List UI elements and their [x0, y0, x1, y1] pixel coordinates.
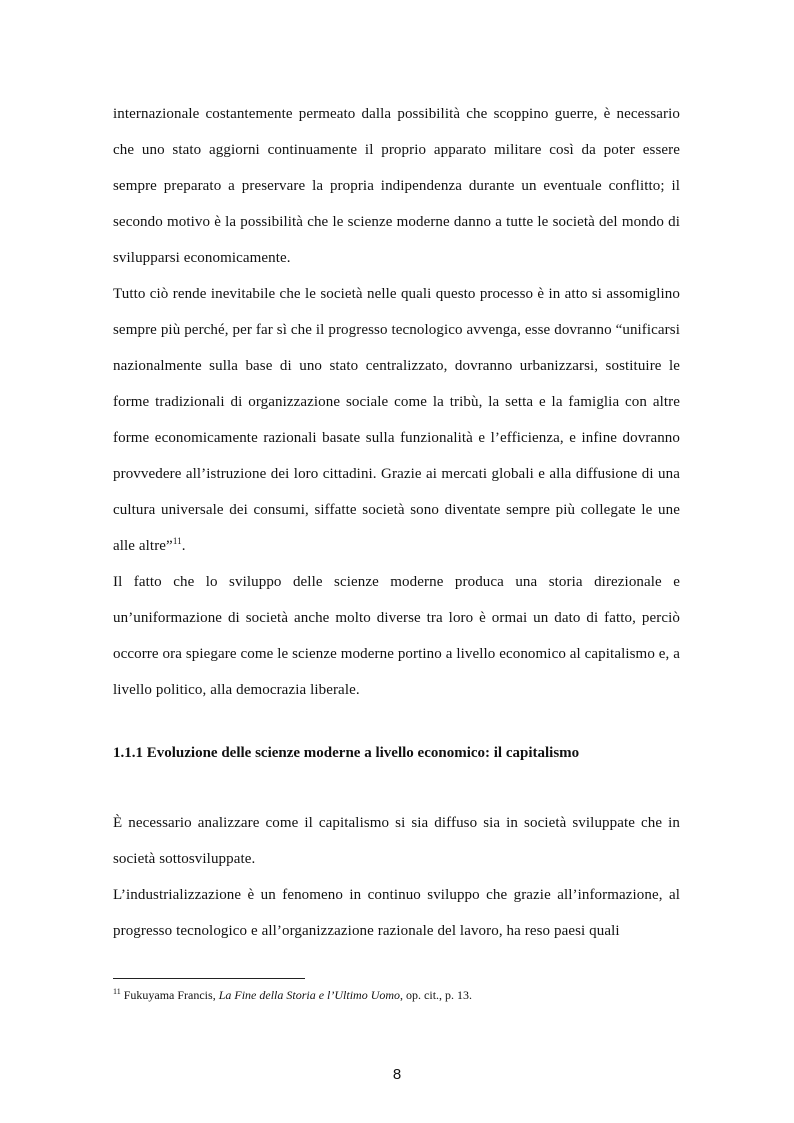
section-paragraph-2: L’industrializzazione è un fenomeno in continuo sviluppo che grazie all’informazione, al progresso tecnologico e all’organizzazione razionale del lavoro, ha reso paesi quali [113, 887, 680, 939]
footnote-reference[interactable]: 11 [172, 536, 182, 546]
body-paragraph-2 [113, 276, 680, 564]
footnote-author: Fukuyama Francis, [123, 988, 216, 1002]
page-number: 8 [392, 1066, 402, 1083]
footnote-number: 11 [113, 987, 121, 996]
footnote-separator [113, 978, 305, 979]
footnote [113, 987, 680, 1003]
footnote-title: La Fine della Storia e l’Ultimo Uomo [218, 988, 401, 1002]
section-heading: 1.1.1 Evoluzione delle scienze moderne a livello economico: il capitalismo [113, 745, 580, 761]
body-paragraph-2-text: Tutto ciò rende inevitabile che le società nelle quali questo processo è in atto si assomiglino sempre più perché, per far sì che il progresso tecnologico avvenga, esse dovranno “unificarsi nazionalmente sulla base di uno stato centralizzato, dovranno urbanizzarsi, sostituire le forme tradizionali di organizzazione sociale come la tribù, la setta e la famiglia con altre forme economicamente razionali basate sulla funzionalità e l’efficienza, e infine dovranno provvedere all’istruzione dei loro cittadini. Grazie ai mercati globali e alla diffusione di una cultura universale dei consumi, siffatte società sono diventate sempre più collegate le une alle altre” [113, 286, 680, 554]
section-paragraph-1: È necessario analizzare come il capitalismo si sia diffuso sia in società sviluppate che in società sottosviluppate. [113, 815, 680, 867]
body-paragraph-2-end: . [181, 538, 186, 554]
footnote-citation: , op. cit., p. 13. [400, 988, 473, 1002]
body-paragraph-3: Il fatto che lo sviluppo delle scienze moderne produca una storia direzionale e un’uniformazione di società anche molto diverse tra loro è ormai un dato di fatto, perciò occorre ora spiegare come le scienze moderne portino a livello economico al capitalismo e, a livello politico, alla democrazia liberale. [113, 574, 680, 698]
body-paragraph-1: internazionale costantemente permeato dalla possibilità che scoppino guerre, è necessario che uno stato aggiorni continuamente il proprio apparato militare così da poter essere sempre preparato a preservare la propria indipendenza durante un eventuale conflitto; il secondo motivo è la possibilità che le scienze moderne danno a tutte le società del mondo di svilupparsi economicamente. [113, 106, 680, 266]
page-body [113, 96, 680, 949]
